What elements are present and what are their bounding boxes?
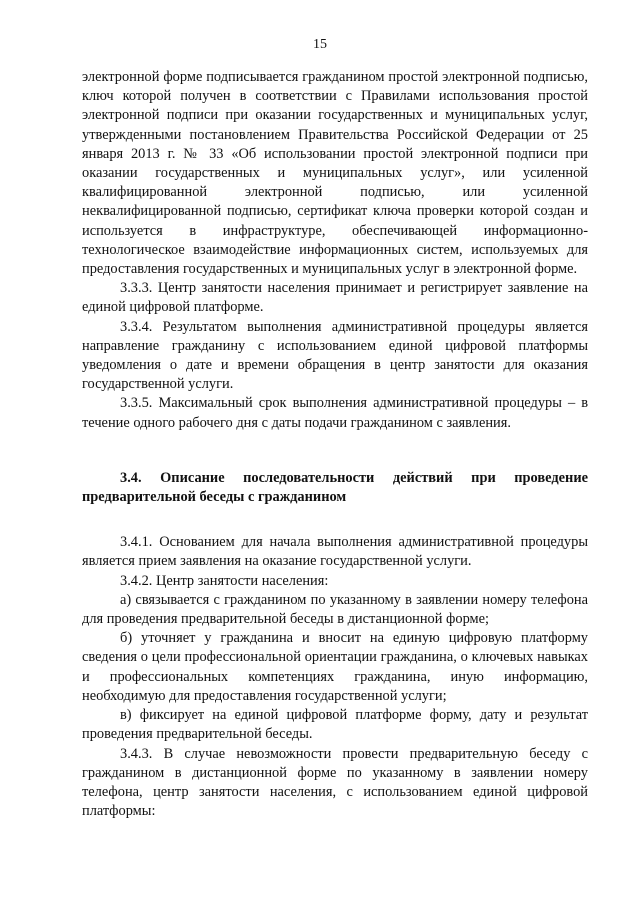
list-item-a: а) связывается с гражданином по указанному в заявлении номеру телефона для проведения предварительной беседы в дистанционной форме;	[82, 591, 588, 628]
list-item-b: б) уточняет у гражданина и вносит на единую цифровую платформу сведения о цели профессиональной ориентации гражданина, о ключевых навыках и профессиональных компетенциях гражданина, иную информацию, необходимую для предоставления государственной услуги;	[82, 630, 588, 704]
paragraph-3-4-2: 3.4.2. Центр занятости населения:	[120, 572, 329, 589]
spacer	[82, 507, 588, 533]
page-number: 15	[313, 37, 327, 52]
document-body	[82, 68, 588, 821]
paragraph-3-3-3: 3.3.3. Центр занятости населения принимает и регистрирует заявление на единой цифровой платформе.	[82, 280, 588, 316]
paragraph-3-4-1: 3.4.1. Основанием для начала выполнения административной процедуры является прием заявления на оказание государственной услуги.	[82, 534, 588, 570]
paragraph-e-signature: электронной форме подписывается гражданином простой электронной подписью, ключ которой получен в соответствии с Правилами использования простой электронной подписи при оказании государственных и муниципальных услуг, утвержденными постановлением Правительства Российской Федерации от 25 января 2013 г. № 33 «Об использовании простой электронной подписи при оказании государственных и муниципальных услуг», или усиленной квалифицированной электронной подписью, или усиленной неквалифицированной подписью, сертификат ключа проверки которой создан и используется в инфраструктуре, обеспечивающей информационно-технологическое взаимодействие информационных систем, используемых для предоставления государственных и муниципальных услуг в электронной форме.	[82, 69, 588, 278]
spacer	[82, 433, 588, 469]
list-item-v: в) фиксирует на единой цифровой платформе форму, дату и результат проведения предварительной беседы.	[82, 707, 588, 743]
paragraph-3-3-4: 3.3.4. Результатом выполнения административной процедуры является направление гражданину с использованием единой цифровой платформы уведомления о дате и времени обращения в центр занятости для оказания государственной услуги.	[82, 318, 588, 393]
paragraph-3-3-5: 3.3.5. Максимальный срок выполнения административной процедуры – в течение одного рабочего дня с даты подачи гражданином с заявления.	[82, 395, 588, 431]
section-heading-3-4: 3.4. Описание последовательности действий при проведение предварительной беседы с гражданином	[82, 469, 588, 506]
paragraph-3-4-3: 3.4.3. В случае невозможности провести предварительную беседу с гражданином в дистанционной форме по указанному в заявлении номеру телефона, центр занятости населения, с использованием единой цифровой платформы:	[82, 745, 588, 820]
